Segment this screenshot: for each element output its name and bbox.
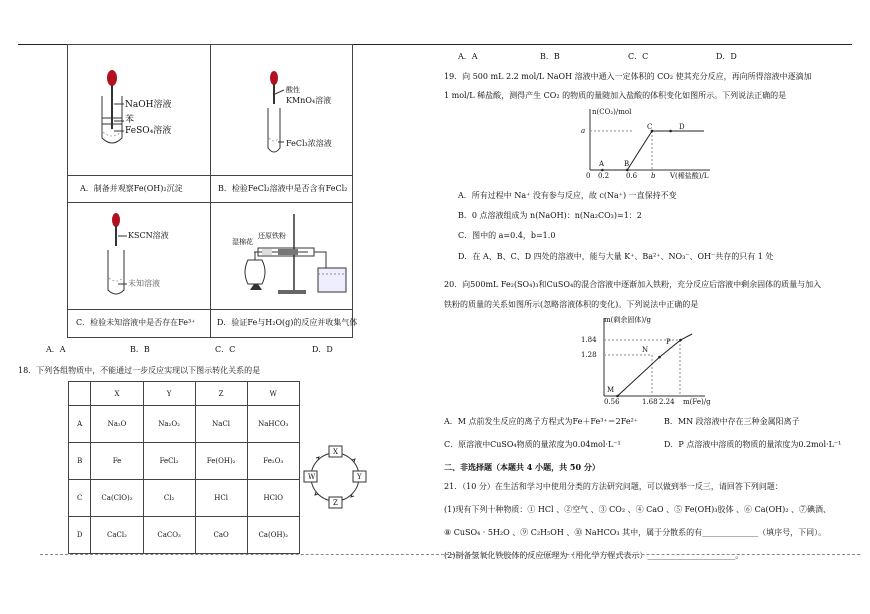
caption-a: A．制备并观察Fe(OH)₂沉淀 xyxy=(80,184,183,193)
q19-point-marker-b xyxy=(626,169,629,172)
q18-cell: HCl xyxy=(195,480,247,517)
q18-choice-c: C．C xyxy=(628,52,649,61)
caption-b: B．检验FeCl₂溶液中是否含有FeCl₂ xyxy=(218,184,348,193)
q19-point-a: A xyxy=(599,160,605,168)
caption-d: D．验证Fe与H₂O(g)的反应并收集气体 xyxy=(217,318,358,327)
q20-xtick-224: 2.24 xyxy=(659,398,675,406)
q19-stem-line1: 19．向 500 mL 2.2 mol/L NaOH 溶液中通入一定体积的 CO₂ 使其充分反应，再向所得溶液中逐滴加 xyxy=(444,72,812,81)
cycle-node-x: X xyxy=(333,448,338,456)
fold-line xyxy=(40,554,860,555)
q18-cell: Fe₂O₃ xyxy=(247,443,299,480)
q20-point-marker-p xyxy=(679,339,682,342)
q17-choice-d: D．D xyxy=(312,345,333,354)
q17-choice-c: C．C xyxy=(215,345,236,354)
q20-point-marker-n xyxy=(658,356,661,359)
q19-xtick-06: 0.6 xyxy=(626,172,638,180)
q18-row-d-label: D xyxy=(69,517,91,554)
q20-xtick-168: 1.68 xyxy=(642,398,658,406)
q18-cell: HClO xyxy=(247,480,299,517)
q19-stem-line2: 1 mol/L 稀盐酸，测得产生 CO₂ 的物质的量随加入盐酸的体积变化如图所示。下列说法正确的是 xyxy=(444,91,787,100)
label-benzene: 苯 xyxy=(125,115,135,125)
q17-choice-a: A．A xyxy=(46,345,66,354)
q20-ylabel: m(剩余固体)/g xyxy=(604,316,651,324)
q20-option-a: A．M 点前发生反应的离子方程式为Fe＋Fe³⁺＝2Fe²⁺ xyxy=(444,417,639,426)
q20-xlabel: m(Fe)/g xyxy=(683,398,711,406)
q20-stem-line2: 铁粉的质量的关系如图所示(忽略溶液体积的变化)。下列说法中正确的是 xyxy=(444,300,699,309)
q18-row-a-label: A xyxy=(69,406,91,443)
label-kscn: KSCN溶液 xyxy=(128,231,169,240)
label-iron-powder: 还原铁粉 xyxy=(258,232,286,240)
cycle-node-z: Z xyxy=(333,499,338,507)
caption-c: C．检验未知溶液中是否存在Fe³⁺ xyxy=(76,318,196,327)
q18-choice-b: B．B xyxy=(540,52,560,61)
label-wet-cotton: 湿棉花 xyxy=(232,238,253,246)
q20-option-b: B．MN 段溶液中存在三种金属阳离子 xyxy=(664,417,800,426)
q21-line4: (2)制备氢氧化铁胶体的反应原理为（用化学方程式表示）______________________。 xyxy=(444,551,744,560)
q19-series-line xyxy=(590,131,704,170)
q20-xtick-056: 0.56 xyxy=(604,398,620,406)
q20-stem-line1: 20．向500mL Fe₂(SO₄)₃和CuSO₄的混合溶液中逐渐加入铁粉，充分反应后溶液中剩余固体的质量与加入 xyxy=(444,280,822,289)
q19-ylabel: n(CO₂)/mol xyxy=(592,108,632,116)
q18-choice-d: D．D xyxy=(716,52,737,61)
label-unknown: 未知溶液 xyxy=(128,279,160,288)
q18-header-blank xyxy=(69,382,91,406)
cycle-node-w: W xyxy=(308,473,316,481)
q21-line3: ⑧ CuSO₄ · 5H₂O 、⑨ C₂H₅OH 、⑩ NaHCO₃ 其中，属于分散系的有______________（填序号，下同）。 xyxy=(444,528,827,537)
label-naoh: NaOH溶液 xyxy=(125,100,172,110)
cycle-node-y: Y xyxy=(357,473,362,481)
q18-cell: Ca(ClO)₂ xyxy=(91,480,143,517)
q18-cell: Fe(OH)₂ xyxy=(195,443,247,480)
q19-point-c: C xyxy=(647,123,653,131)
q19-xlabel: V(稀盐酸)/L xyxy=(670,172,709,180)
q18-cell: NaHCO₃ xyxy=(247,406,299,443)
label-fecl3: FeCl₃浓溶液 xyxy=(286,139,332,148)
q19-option-c: C．图中的 a=0.4，b=1.0 xyxy=(458,231,556,240)
q18-cell: Na₂O₂ xyxy=(143,406,195,443)
q18-cell: Ca(OH)₂ xyxy=(247,517,299,554)
q19-option-a: A．所有过程中 Na⁺ 没有参与反应，故 c(Na⁺) 一直保持不变 xyxy=(458,191,677,200)
q18-cell: CaO xyxy=(195,517,247,554)
q20-ytick-184: 1.84 xyxy=(581,336,597,344)
apparatus-d-image xyxy=(218,212,350,298)
q19-xtick-b: b xyxy=(651,172,656,180)
q19-xtick-0: 0 xyxy=(586,172,591,180)
q18-row-b-label: B xyxy=(69,443,91,480)
q20-option-d: D．P 点溶液中溶质的物质的量浓度为0.2mol·L⁻¹ xyxy=(664,440,842,449)
q19-xtick-02: 0.2 xyxy=(598,172,610,180)
q19-point-d: D xyxy=(679,123,685,131)
q18-cell: NaCl xyxy=(195,406,247,443)
q18-title: 18．下列各组物质中，不能通过一步反应实现以下图示转化关系的是 xyxy=(18,366,261,375)
q20-series-line xyxy=(618,334,693,396)
q18-header-x: X xyxy=(91,382,143,406)
q20-option-c: C．原溶液中CuSO₄物质的量浓度为0.04mol·L⁻¹ xyxy=(444,440,621,449)
q18-header-z: Z xyxy=(195,382,247,406)
q20-point-marker-m xyxy=(616,395,619,398)
q20-point-n: N xyxy=(642,346,649,354)
q20-point-m: M xyxy=(607,386,615,394)
q19-point-b: B xyxy=(624,160,630,168)
q18-cell: CaCO₃ xyxy=(143,517,195,554)
label-acidic: 酸性 xyxy=(286,86,300,94)
apparatus-a-image xyxy=(90,68,200,152)
q19-point-marker-a xyxy=(601,169,604,172)
q21-line1: 21．（10 分）在生活和学习中使用分类的方法研究问题，可以做到举一反三，请回答下列问题： xyxy=(444,482,783,491)
section-two-heading: 二、非选择题（本题共 4 小题，共 50 分） xyxy=(444,462,600,472)
q17-choice-b: B．B xyxy=(130,345,150,354)
q20-point-p: P xyxy=(666,338,671,346)
label-kmno4: KMnO₄溶液 xyxy=(286,96,332,105)
q18-cell: FeCl₂ xyxy=(143,443,195,480)
q18-cell: Cl₂ xyxy=(143,480,195,517)
q21-line2: (1)现有下列十种物质：① HCl 、②空气 、③ CO₂ 、④ CaO 、⑤ Fe(OH)₃胶体 、⑥ Ca(OH)₂ 、⑦碘酒、 xyxy=(444,505,832,514)
q18-cell: CaCl₂ xyxy=(91,517,143,554)
q18-header-w: W xyxy=(247,382,299,406)
q19-point-marker-d xyxy=(669,130,672,133)
label-feso4: FeSO₄溶液 xyxy=(125,126,172,136)
q18-row-c-label: C xyxy=(69,480,91,517)
q19-ytick-a: a xyxy=(581,127,586,135)
q19-option-d: D．在 A、B、C、D 四处的溶液中，能与大量 K⁺、Ba²⁺、NO₃⁻、OH⁻共存的只有 1 处 xyxy=(458,252,774,261)
q19-option-b: B．0 点溶液组成为 n(NaOH)：n(Na₂CO₃)=1：2 xyxy=(458,211,642,220)
q20-ytick-128: 1.28 xyxy=(581,351,597,359)
q18-cell: Fe xyxy=(91,443,143,480)
q18-choice-a: A．A xyxy=(458,52,478,61)
q18-cell: Na₂O xyxy=(91,406,143,443)
q18-header-y: Y xyxy=(143,382,195,406)
